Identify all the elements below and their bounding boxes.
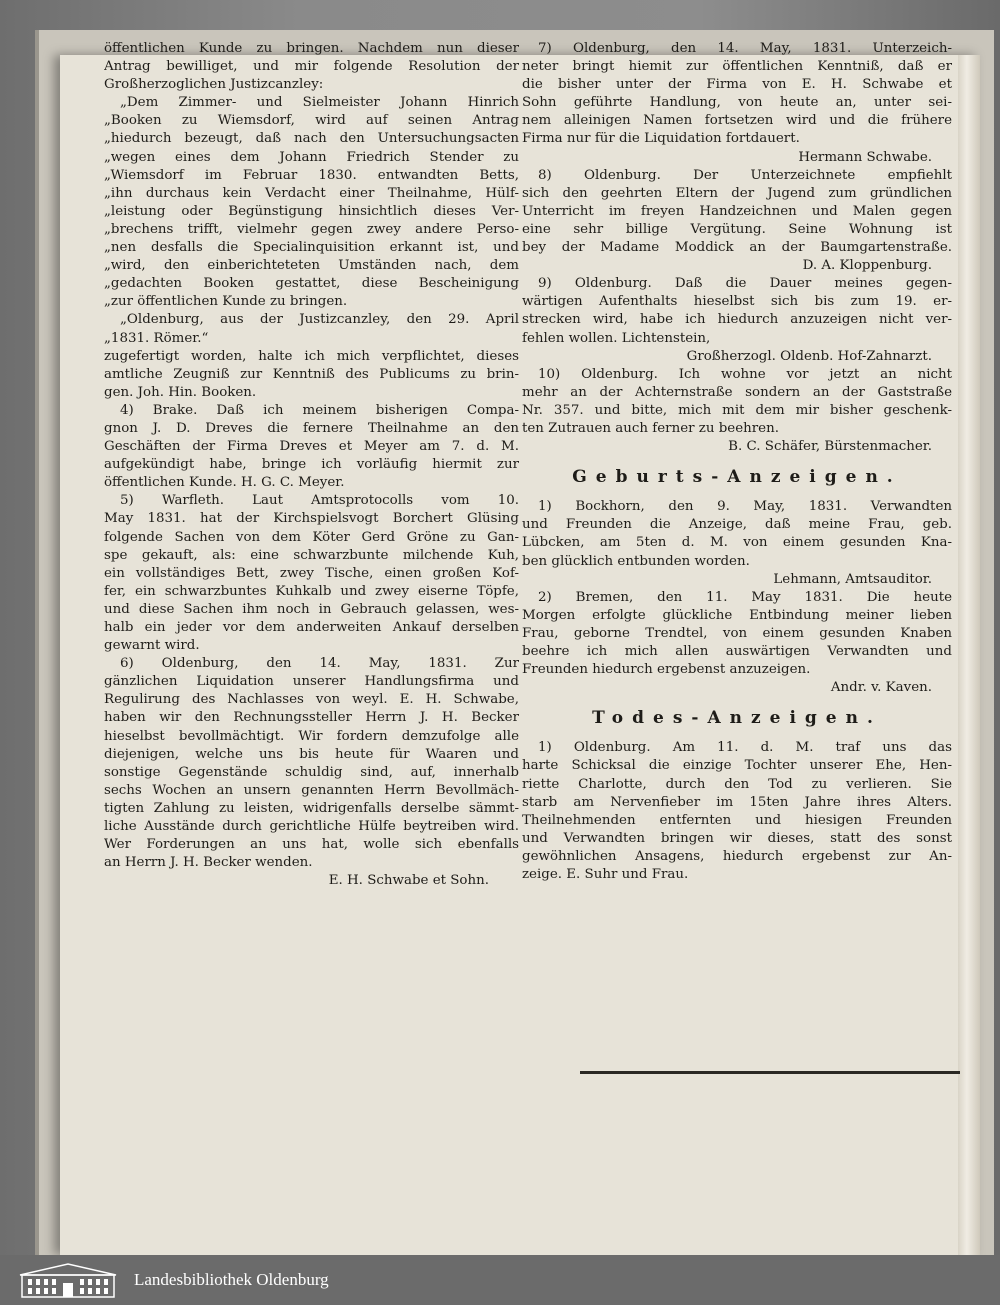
text-line: Lehmann, Amtsauditor. xyxy=(773,571,932,587)
text-line: zugefertigt worden, halte ich mich verpflichtet, dieses xyxy=(104,348,519,364)
text-line: „hiedurch bezeugt, daß nach den Untersuchungsacten xyxy=(104,131,519,147)
text-line: „nen desfalls die Specialinquisition erkannt ist, und xyxy=(104,240,519,256)
text-line: Morgen erfolgte glückliche Entbindung meiner lieben xyxy=(522,607,952,623)
text-line: Regulirung des Nachlasses von weyl. E. H. Schwabe, xyxy=(104,692,519,708)
text-line: „wird, den einberichteteten Umständen nach, dem xyxy=(104,258,519,274)
text-line: sonstige Gegenstände schuldig sind, auf, innerhalb xyxy=(104,764,519,780)
text-line: 7) Oldenburg, den 14. May, 1831. Unterzeich- xyxy=(538,41,952,56)
library-name[interactable]: Landesbibliothek Oldenburg xyxy=(134,1270,329,1289)
text-line: öffentlichen Kunde. H. G. C. Meyer. xyxy=(104,475,345,491)
text-line: „brechens trifft, vielmehr gegen zwey andere Perso- xyxy=(104,221,519,237)
text-line: „Oldenburg, aus der Justizcanzley, den 29. April xyxy=(120,312,519,328)
text-line: 4) Brake. Daß ich meinem bisherigen Compa- xyxy=(120,402,519,418)
text-line: wärtigen Aufenthalts hieselbst sich bis zum 19. er- xyxy=(522,294,952,310)
text-line: gen. Joh. Hin. Booken. xyxy=(104,384,257,400)
text-line: gänzlichen Liquidation unserer Handlungsfirma und xyxy=(104,674,519,690)
text-line: „Dem Zimmer- und Sielmeister Johann Hinrich xyxy=(120,95,519,111)
text-line: Hermann Schwabe. xyxy=(798,149,932,165)
text-line: 6) Oldenburg, den 14. May, 1831. Zur xyxy=(120,656,519,672)
text-line: Antrag bewilliget, und mir folgende Resolution der xyxy=(104,59,519,75)
section-rule xyxy=(580,1071,960,1074)
text-line: „leistung oder Begünstigung hinsichtlich dieses Ver- xyxy=(104,203,519,219)
text-line: und diese Sachen ihm noch in Gebrauch gelassen, wes- xyxy=(104,601,519,617)
section-heading: Todes-Anzeigen. xyxy=(592,708,882,729)
text-line: Wer Forderungen an uns hat, wolle sich ebenfalls xyxy=(104,837,519,853)
text-line: „Wiemsdorf im Februar 1830. entwandten Betts, xyxy=(104,167,519,183)
text-line: amtliche Zeugniß zur Kenntniß des Publicums zu brin- xyxy=(104,366,519,382)
text-line: B. C. Schäfer, Bürstenmacher. xyxy=(728,439,932,455)
text-line: 2) Bremen, den 11. May 1831. Die heute xyxy=(538,589,952,605)
text-line: bey der Madame Moddick an der Baumgartenstraße. xyxy=(522,240,952,256)
text-line: „Booken zu Wiemsdorf, wird auf seinen Antrag xyxy=(104,113,519,129)
text-line: sechs Wochen an unsern genannten Herrn Bevollmäch- xyxy=(104,782,519,798)
text-line: ben glücklich entbunden worden. xyxy=(522,553,750,569)
text-line: fer, ein schwarzbuntes Kuhkalb und zwey eiserne Töpfe, xyxy=(104,583,519,599)
text-line: ten Zutrauen auch ferner zu beehren. xyxy=(522,420,779,436)
text-line: liche Ausstände durch gerichtliche Hülfe beytreiben wird. xyxy=(104,819,519,835)
text-line: halb ein jeder vor dem anderweiten Ankauf derselben xyxy=(104,620,519,635)
text-line: E. H. Schwabe et Sohn. xyxy=(328,873,489,889)
text-line: 5) Warfleth. Laut Amtsprotocolls vom 10. xyxy=(120,493,519,509)
left-column xyxy=(104,40,519,890)
text-line: nem alleinigen Namen fortsetzen wird und die frühere xyxy=(522,113,952,129)
section-heading: Geburts-Anzeigen. xyxy=(572,467,902,488)
text-line: D. A. Kloppenburg. xyxy=(802,258,932,274)
page-edge xyxy=(958,55,980,1255)
text-line: 1) Oldenburg. Am 11. d. M. traf uns das xyxy=(538,740,952,756)
text-line: diejenigen, welche uns bis heute für Waaren und xyxy=(104,746,519,762)
text-line: 8) Oldenburg. Der Unterzeichnete empfiehlt xyxy=(538,167,952,183)
text-line: 10) Oldenburg. Ich wohne vor jetzt an nicht xyxy=(538,366,952,382)
text-line: gewöhnlichen Ansagens, hiedurch ergebenst zur An- xyxy=(522,848,952,864)
text-line: Andr. v. Kaven. xyxy=(830,680,932,696)
text-line: Geschäften der Firma Dreves et Meyer am 7. d. M. xyxy=(104,439,519,455)
right-column xyxy=(522,40,952,884)
text-line: eine sehr billige Vergütung. Seine Wohnung ist xyxy=(522,221,952,237)
text-line: Frau, geborne Trendtel, von einem gesunden Knaben xyxy=(522,625,952,641)
text-line: aufgekündigt habe, bringe ich vorläufig hiermit zur xyxy=(104,457,519,473)
text-line: Großherzoglichen Justizcanzley: xyxy=(104,77,324,93)
text-line: Lübcken, am 5ten d. M. von einem gesunden Kna- xyxy=(522,535,952,551)
text-line: „gedachten Booken gestattet, diese Bescheinigung xyxy=(104,276,519,292)
text-line: „wegen eines dem Johann Friedrich Stender zu xyxy=(104,149,519,165)
text-line: und Verwandten bringen wir dieses, statt des sonst xyxy=(522,830,952,846)
library-building-icon xyxy=(18,1261,118,1299)
text-line: Unterricht im freyen Handzeichnen und Malen gegen xyxy=(522,203,952,219)
text-line: riette Charlotte, durch den Tod zu verlieren. Sie xyxy=(522,776,952,792)
text-line: May 1831. hat der Kirchspielsvogt Borchert Glüsing xyxy=(104,511,519,527)
text-line: Großherzogl. Oldenb. Hof-Zahnarzt. xyxy=(686,348,932,364)
text-line: „ihn durchaus kein Verdacht einer Theilnahme, Hülf- xyxy=(104,185,519,201)
text-line: „1831. Römer.“ xyxy=(104,330,209,346)
text-line: harte Schicksal die einzige Tochter unserer Ehe, Hen- xyxy=(522,758,952,774)
footer-bar xyxy=(0,1255,1000,1305)
text-line: neter bringt hiemit zur öffentlichen Kenntniß, daß er xyxy=(522,59,952,75)
text-line: Freunden hiedurch ergebenst anzuzeigen. xyxy=(522,662,811,678)
text-line: spe gekauft, als: eine schwarzbunte milchende Kuh, xyxy=(104,547,519,563)
text-line: sich den geehrten Eltern der Jugend zum gründlichen xyxy=(522,185,952,201)
text-line: Firma nur für die Liquidation fortdauert. xyxy=(522,131,800,147)
text-line: zeige. E. Suhr und Frau. xyxy=(522,867,689,883)
text-line: gnon J. D. Dreves die fernere Theilnahme an den xyxy=(104,420,519,436)
text-line: gewarnt wird. xyxy=(104,638,200,654)
text-line: tigten Zahlung zu leisten, widrigenfalls derselbe sämmt- xyxy=(104,800,519,816)
text-line: strecken wird, habe ich hiedurch anzuzeigen nicht ver- xyxy=(522,312,952,328)
text-line: folgende Sachen von dem Köter Gerd Gröne zu Gan- xyxy=(104,529,519,545)
text-line: beehre ich mich allen auswärtigen Verwandten und xyxy=(522,644,952,659)
text-line: hieselbst bevollmächtigt. Wir fordern demzufolge alle xyxy=(104,728,519,744)
text-line: starb am Nervenfieber im 15ten Jahre ihres Alters. xyxy=(522,794,952,810)
text-line: Nr. 357. und bitte, mich mit dem mir bisher geschenk- xyxy=(522,402,952,418)
text-line: an Herrn J. H. Becker wenden. xyxy=(104,855,313,871)
text-line: „zur öffentlichen Kunde zu bringen. xyxy=(104,294,348,310)
text-line: öffentlichen Kunde zu bringen. Nachdem nun dieser xyxy=(104,41,519,56)
text-line: 1) Bockhorn, den 9. May, 1831. Verwandten xyxy=(538,499,952,515)
text-line: die bisher unter der Firma von E. H. Schwabe et xyxy=(522,77,952,93)
text-line: ein vollständiges Bett, zwey Tische, einen großen Kof- xyxy=(104,565,519,581)
text-line: Theilnehmenden entfernten und hiesigen Freunden xyxy=(522,812,952,828)
text-line: 9) Oldenburg. Daß die Dauer meines gegen- xyxy=(538,276,952,292)
text-line: haben wir den Rechnungssteller Herrn J. H. Becker xyxy=(104,710,519,726)
text-line: fehlen wollen. Lichtenstein, xyxy=(522,330,711,346)
text-line: Sohn geführte Handlung, von heute an, unter sei- xyxy=(522,95,952,111)
text-line: mehr an der Achternstraße sondern an der Gaststraße xyxy=(522,384,952,400)
text-line: und Freunden die Anzeige, daß meine Frau, geb. xyxy=(522,517,952,533)
